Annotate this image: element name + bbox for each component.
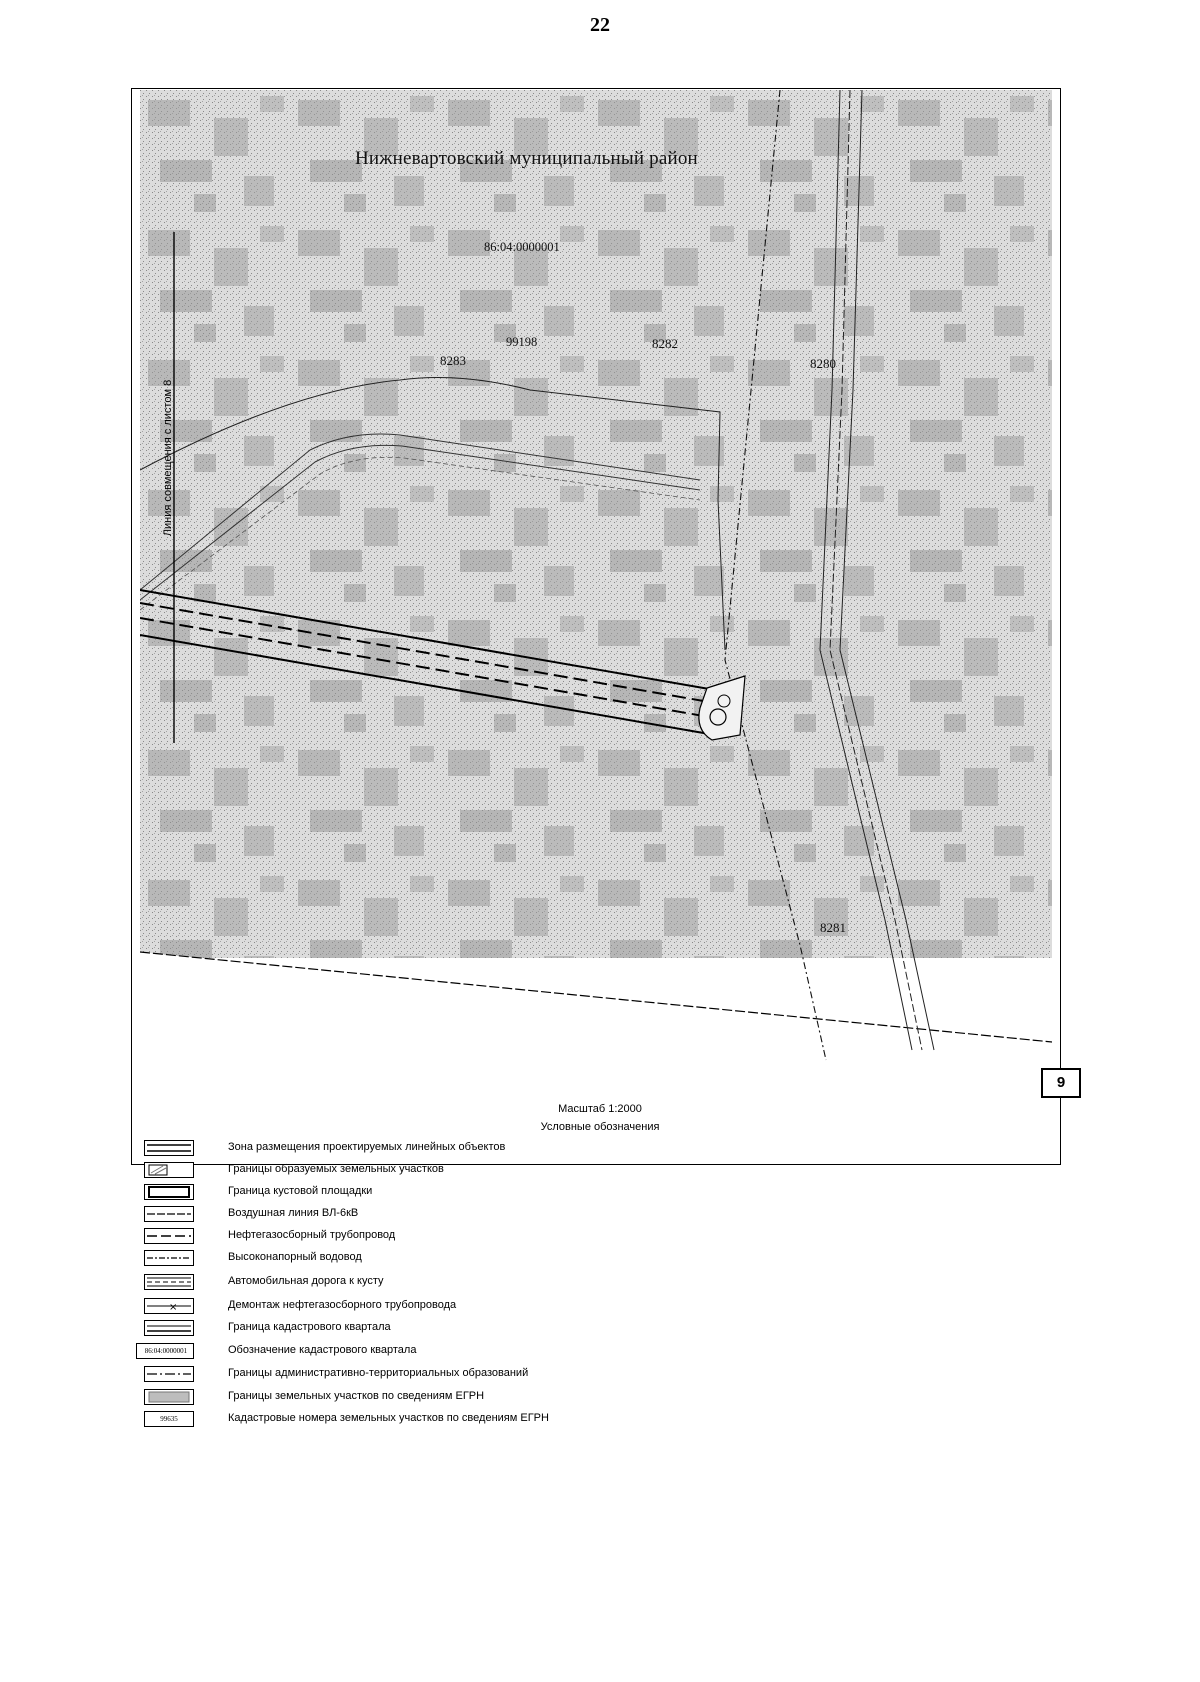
legend-item: × Демонтаж нефтегазосборного трубопровода xyxy=(136,1297,1056,1317)
legend-item: 86:04:0000001 Обозначение кадастрового квартала xyxy=(136,1342,1056,1362)
sheet-number: 9 xyxy=(1041,1068,1081,1098)
legend-item: Нефтегазосборный трубопровод xyxy=(136,1227,1056,1247)
power-line-symbol xyxy=(144,1206,194,1222)
cadastral-quarter-code-symbol: 86:04:0000001 xyxy=(136,1343,194,1359)
well-pad-boundary-symbol xyxy=(144,1184,194,1200)
legend-item: Зона размещения проектируемых линейных объектов xyxy=(136,1139,1056,1159)
alignment-line-label: Линия совмещения с листом 8 xyxy=(162,379,174,537)
oil-gas-pipeline-symbol xyxy=(144,1228,194,1244)
legend-item: Границы административно-территориальных образований xyxy=(136,1365,1056,1385)
cadastral-quarter-label: 86:04:0000001 xyxy=(484,240,560,254)
page-number: 22 xyxy=(590,14,610,36)
map-area xyxy=(140,90,1052,1095)
district-label: Нижневартовский муниципальный район xyxy=(355,148,698,169)
admin-boundary-symbol xyxy=(144,1366,194,1382)
water-pipeline-symbol xyxy=(144,1250,194,1266)
pipeline-dismantling-symbol xyxy=(144,1298,194,1314)
map-scale: Масштаб 1:2000 xyxy=(558,1103,642,1115)
parcel-label-8282: 8282 xyxy=(652,336,678,351)
legend-item: Граница кадастрового квартала xyxy=(136,1319,1056,1339)
map-drawing xyxy=(140,90,1052,1095)
parcel-label-8281: 8281 xyxy=(820,920,846,935)
legend-item: Воздушная линия ВЛ-6кВ xyxy=(136,1205,1056,1225)
legend-item: Высоконапорный водовод xyxy=(136,1249,1056,1269)
cadastral-quarter-boundary-symbol xyxy=(144,1320,194,1336)
legend-item: Граница кустовой площадки xyxy=(136,1183,1056,1203)
parcel-label-8280: 8280 xyxy=(810,356,836,371)
project-zone-symbol xyxy=(144,1140,194,1156)
egrn-parcel-symbol xyxy=(144,1389,194,1405)
parcel-label-99198: 99198 xyxy=(506,335,538,349)
svg-text:×: × xyxy=(169,1302,178,1313)
egrn-number-symbol: 99635 xyxy=(144,1411,194,1427)
road-symbol xyxy=(144,1274,194,1290)
formed-parcel-boundary-symbol xyxy=(144,1162,194,1178)
legend-title: Условные обозначения xyxy=(540,1121,660,1133)
legend-item: Автомобильная дорога к кусту xyxy=(136,1273,1056,1293)
legend-item: Границы земельных участков по сведениям ЕГРН xyxy=(136,1388,1056,1408)
parcel-label-8283: 8283 xyxy=(440,353,466,368)
legend-item: 99635 Кадастровые номера земельных участков по сведениям ЕГРН xyxy=(136,1410,1056,1430)
legend-item: Границы образуемых земельных участков xyxy=(136,1161,1056,1181)
